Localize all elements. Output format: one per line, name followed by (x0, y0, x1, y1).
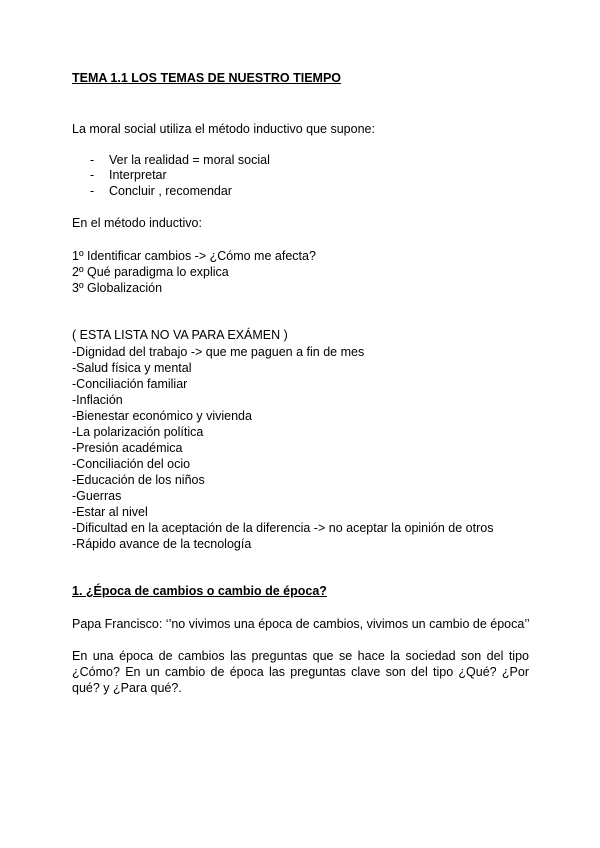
list-item: -Dignidad del trabajo -> que me paguen a fin de mes (72, 345, 365, 359)
list-item: -Salud física y mental (72, 361, 192, 375)
list-item: -Conciliación familiar (72, 377, 188, 391)
list-item: 1º Identificar cambios -> ¿Cómo me afecta? (72, 249, 316, 263)
list-item: -La polarización política (72, 425, 204, 439)
list-item: -Estar al nivel (72, 505, 148, 519)
intro-text: La moral social utiliza el método inductivo que supone: (72, 122, 375, 136)
list-item: -Educación de los niños (72, 473, 205, 487)
quote-text: Papa Francisco: ‘’no vivimos una época de cambios, vivimos un cambio de época’’ (72, 617, 530, 631)
list-item: -Rápido avance de la tecnología (72, 537, 252, 551)
list-note: ( ESTA LISTA NO VA PARA EXÁMEN ) (72, 328, 288, 342)
list-item: -Bienestar económico y vivienda (72, 409, 252, 423)
bullet-dash: - (90, 153, 95, 167)
section-title: 1. ¿Época de cambios o cambio de época? (72, 584, 327, 598)
closing-paragraph: En una época de cambios las preguntas que se hace la sociedad son del tipo ¿Cómo? En un cambio de época las preguntas clave son del tipo ¿Qué? ¿Por qué? y ¿Para qué?. (72, 649, 529, 695)
list-item: -Presión académica (72, 441, 183, 455)
list-item: -Dificultad en la aceptación de la diferencia -> no aceptar la opinión de otros (72, 521, 494, 535)
list-item: -Inflación (72, 393, 123, 407)
inductive-heading: En el método inductivo: (72, 216, 202, 230)
list-item: Ver la realidad = moral social (109, 153, 270, 167)
list-item: Interpretar (109, 168, 167, 182)
list-item: -Conciliación del ocio (72, 457, 191, 471)
list-item: 2º Qué paradigma lo explica (72, 265, 229, 279)
list-item: 3º Globalización (72, 281, 163, 295)
list-item: -Guerras (72, 489, 122, 503)
bullet-dash: - (90, 184, 95, 198)
list-item: Concluir , recomendar (109, 184, 232, 198)
page-title: TEMA 1.1 LOS TEMAS DE NUESTRO TIEMPO (72, 71, 342, 85)
bullet-dash: - (90, 168, 95, 182)
